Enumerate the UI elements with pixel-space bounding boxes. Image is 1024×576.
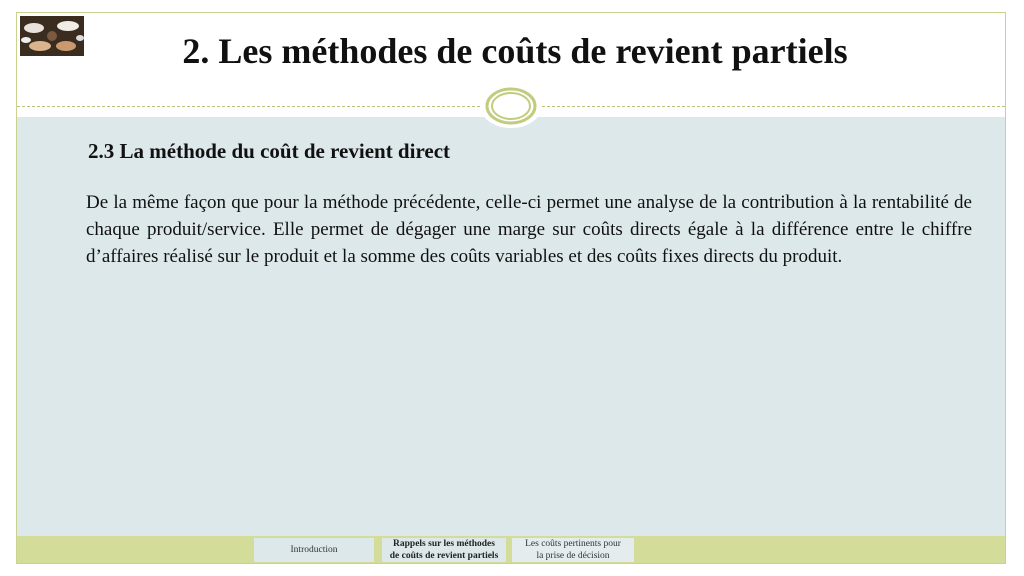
nav-tab-label-line2: la prise de décision bbox=[536, 551, 610, 561]
logo-image bbox=[20, 16, 84, 56]
nav-tab-introduction[interactable] bbox=[254, 538, 374, 562]
section-subtitle: 2.3 La méthode du coût de revient direct bbox=[88, 139, 451, 163]
page-title: 2. Les méthodes de coûts de revient partiels bbox=[182, 31, 848, 71]
nav-tab-couts-pertinents[interactable] bbox=[512, 538, 634, 562]
body-paragraph: De la même façon que pour la méthode précédente, celle-ci permet une analyse de la contribution à la rentabilité de chaque produit/service. Elle permet de dégager une marge sur coûts directs égale à la différence entre le chiffre d’affaires réalisé sur le produit et la somme des coûts variables et des coûts fixes directs du produit. bbox=[86, 192, 972, 267]
content-area bbox=[17, 117, 1005, 536]
nav-tab-label-line1: Rappels sur les méthodes bbox=[393, 539, 495, 549]
nav-tab-label-line1: Les coûts pertinents pour bbox=[525, 539, 621, 549]
nav-tab-rappels[interactable] bbox=[382, 538, 506, 562]
double-ring-icon bbox=[476, 82, 546, 132]
nav-tab-label: Introduction bbox=[290, 545, 338, 555]
footer-bar bbox=[17, 536, 1005, 563]
nav-tab-label-line2: de coûts de revient partiels bbox=[389, 551, 499, 561]
